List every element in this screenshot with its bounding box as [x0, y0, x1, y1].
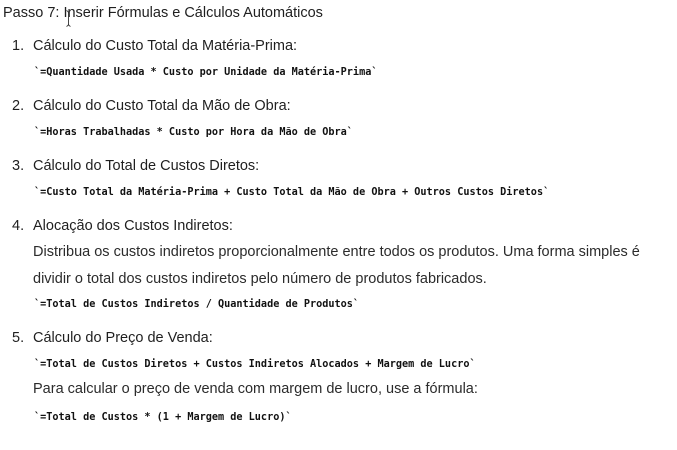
formula-code: `=Total de Custos Indiretos / Quantidade de Produtos`	[34, 299, 360, 310]
text-cursor-icon	[66, 10, 71, 27]
formula-code: `=Horas Trabalhadas * Custo por Hora da Mão de Obra`	[34, 127, 353, 138]
step-heading: Cálculo do Total de Custos Diretos:	[33, 158, 260, 174]
step-heading: Cálculo do Custo Total da Matéria-Prima:	[33, 38, 298, 54]
step-description: Distribua os custos indiretos proporcionalmente entre todos os produtos. Uma forma simples é dividir o total dos custos indiretos pelo número de produtos fabricados.	[33, 244, 640, 287]
step-number: 3.	[12, 158, 25, 174]
formula-code: `=Custo Total da Matéria-Prima + Custo Total da Mão de Obra + Outros Custos Diretos`	[34, 187, 550, 198]
formula-code: `=Quantidade Usada * Custo por Unidade da Matéria-Prima`	[34, 67, 378, 78]
step-number: 4.	[12, 218, 25, 234]
step-heading: Alocação dos Custos Indiretos:	[33, 218, 233, 234]
step-description: Para calcular o preço de venda com margem de lucro, use a fórmula:	[33, 381, 478, 397]
page-title: Passo 7: Inserir Fórmulas e Cálculos Automáticos	[3, 5, 323, 21]
step-heading: Cálculo do Preço de Venda:	[33, 330, 213, 346]
formula-code: `=Total de Custos * (1 + Margem de Lucro)`	[34, 412, 292, 423]
step-number: 2.	[12, 98, 25, 114]
step-number: 5.	[12, 330, 25, 346]
step-heading: Cálculo do Custo Total da Mão de Obra:	[33, 98, 291, 114]
step-number: 1.	[12, 38, 25, 54]
formula-code: `=Total de Custos Diretos + Custos Indiretos Alocados + Margem de Lucro`	[34, 359, 476, 370]
